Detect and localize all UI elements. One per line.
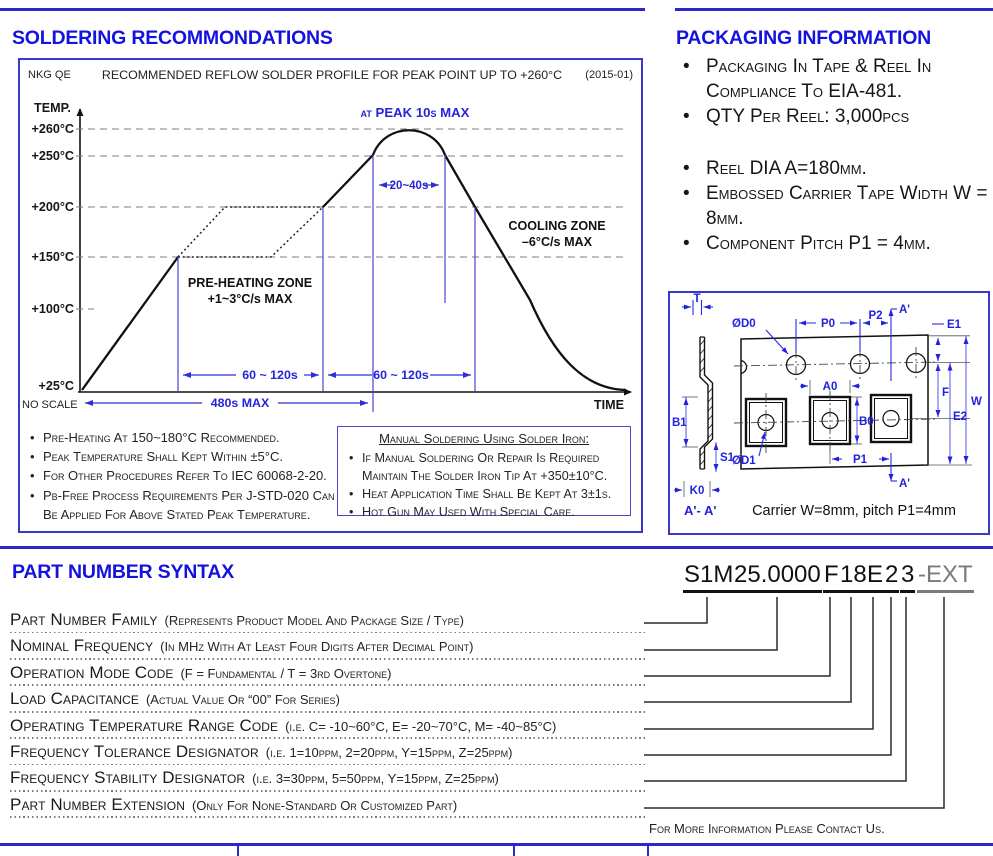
tick-150: +150°C bbox=[31, 250, 74, 264]
pn-segment-family: S1M bbox=[683, 561, 734, 593]
row-label: Operation Mode Code bbox=[10, 662, 174, 682]
top-rule-right bbox=[675, 8, 993, 11]
pn-segment-frequency: 25.0000 bbox=[733, 561, 822, 593]
pockets bbox=[746, 395, 911, 446]
row-detail: (i.e. 1=10ppm, 2=20ppm, Y=15ppm, Z=25ppm) bbox=[265, 744, 513, 760]
carrier-tape-drawing bbox=[670, 293, 988, 533]
pn-segment-load: 18 bbox=[839, 561, 868, 593]
dim-T: T bbox=[693, 293, 701, 305]
chart-title: RECOMMENDED REFLOW SOLDER PROFILE FOR PEAK POINT UP TO +260°C bbox=[101, 68, 563, 82]
axes bbox=[78, 109, 631, 392]
dim-E1: E1 bbox=[947, 319, 962, 331]
list-item: • Embossed Carrier Tape Width W = 8mm. bbox=[676, 181, 990, 231]
tick-25: +25°C bbox=[38, 379, 74, 393]
packaging-info bbox=[676, 54, 990, 256]
dim-A-top: A' bbox=[899, 304, 911, 316]
section-label: A'- A' bbox=[684, 503, 717, 518]
list-item: • Reel DIA A=180mm. bbox=[676, 156, 990, 181]
row-detail: (Represents Product Model And Package Size / Type) bbox=[164, 613, 464, 628]
dim-D0: ØD0 bbox=[732, 318, 756, 330]
peak-note: at PEAK 10s MAX bbox=[360, 105, 470, 120]
bottom-tick bbox=[237, 846, 239, 856]
pn-segment-temp: E bbox=[866, 561, 884, 593]
reflow-time-dim: 60 ~ 120s bbox=[373, 368, 429, 382]
carrier-dimension-labels bbox=[672, 293, 982, 519]
dim-A0: A0 bbox=[822, 381, 838, 393]
row-label: Load Capacitance bbox=[10, 689, 139, 709]
tick-200: +200°C bbox=[31, 200, 74, 214]
bottom-tick bbox=[513, 846, 515, 856]
table-row bbox=[10, 633, 644, 659]
reflow-profile-chart bbox=[20, 60, 641, 418]
pn-segment-extension: -EXT bbox=[917, 561, 974, 593]
preheat-time-dim: 60 ~ 120s bbox=[242, 368, 298, 382]
chart-doc-code: NKG QE bbox=[28, 69, 71, 81]
tick-260: +260°C bbox=[31, 122, 74, 136]
tick-250: +250°C bbox=[31, 149, 74, 163]
dim-P1: P1 bbox=[852, 454, 868, 466]
row-label: Part Number Extension bbox=[10, 794, 185, 814]
cooling-rate-label: –6°C/s MAX bbox=[521, 235, 593, 249]
list-item: • Component Pitch P1 = 4mm. bbox=[676, 231, 990, 256]
dim-P0: P0 bbox=[820, 318, 836, 330]
carrier-caption: Carrier W=8mm, pitch P1=4mm bbox=[752, 503, 956, 519]
contact-note: For More Information Please Contact Us. bbox=[649, 821, 885, 836]
carrier-tape-box bbox=[668, 291, 990, 535]
dim-W: W bbox=[971, 396, 982, 408]
pn-segment-tolerance: 2 bbox=[884, 561, 899, 593]
list-item: • QTY Per Reel: 3,000pcs bbox=[676, 104, 990, 129]
pn-segment-stability: 3 bbox=[900, 561, 915, 593]
table-row bbox=[10, 607, 644, 633]
chart-revision: (2015-01) bbox=[585, 69, 633, 81]
total-time-dim: 480s MAX bbox=[210, 396, 270, 410]
preheat-zone-label: PRE-HEATING ZONE bbox=[187, 276, 313, 290]
list-item: • Peak Temperature Shall Kept Within ±5°C. bbox=[26, 447, 338, 466]
bottom-tick bbox=[647, 846, 649, 856]
preheat-band bbox=[178, 207, 323, 257]
x-axis-label: TIME bbox=[593, 398, 624, 412]
row-label: Operating Temperature Range Code bbox=[10, 715, 279, 735]
row-label: Frequency Tolerance Designator bbox=[10, 741, 259, 761]
tick-100: +100°C bbox=[31, 302, 74, 316]
manual-soldering-box bbox=[337, 426, 631, 520]
table-row bbox=[10, 792, 644, 818]
list-item: • Pre-Heating At 150~180°C Recommended. bbox=[26, 428, 338, 447]
dim-D1: ØD1 bbox=[732, 455, 756, 467]
manual-soldering-title: Manual Soldering Using Solder Iron: bbox=[378, 431, 590, 446]
table-row bbox=[10, 713, 644, 739]
packaging-group-2 bbox=[676, 156, 990, 256]
list-item: • Packaging In Tape & Reel In Compliance To EIA-481. bbox=[676, 54, 990, 104]
tape-cross-section bbox=[700, 337, 713, 469]
dim-B1: B1 bbox=[672, 417, 687, 429]
table-row bbox=[10, 765, 644, 791]
table-row bbox=[10, 686, 644, 712]
tape-top-view bbox=[734, 335, 929, 469]
packaging-section-title: PACKAGING INFORMATION bbox=[676, 27, 932, 49]
peak-width-dim: 20~40s bbox=[389, 180, 429, 192]
preheat-rate-label: +1~3°C/s MAX bbox=[207, 292, 293, 306]
soldering-notes bbox=[26, 428, 338, 524]
packaging-group-1 bbox=[676, 54, 990, 129]
soldering-section-title: SOLDERING RECOMMONDATIONS bbox=[12, 27, 333, 49]
dim-A-bottom: A' bbox=[899, 478, 911, 490]
table-row bbox=[10, 739, 644, 765]
section-divider-rule bbox=[0, 546, 993, 549]
reflow-chart-box bbox=[18, 58, 643, 533]
list-item: • Heat Application Time Shall Be Kept At 3±1s. bbox=[345, 485, 623, 503]
row-detail: (F = Fundamental / T = 3rd Overtone) bbox=[180, 665, 392, 681]
temp-tick-labels bbox=[32, 122, 75, 393]
list-item: • For Other Procedures Refer To IEC 60068-2-20. bbox=[26, 466, 338, 485]
top-rule-left bbox=[0, 8, 645, 11]
cooling-zone-label: COOLING ZONE bbox=[508, 219, 606, 233]
row-detail: (i.e. 3=30ppm, 5=50ppm, Y=15ppm, Z=25ppm) bbox=[252, 771, 499, 787]
row-detail: (Only For None-Standard Or Customized Part) bbox=[191, 797, 458, 813]
row-detail: (In MHz With At Least Four Digits After Decimal Point) bbox=[160, 639, 474, 655]
table-row bbox=[10, 660, 644, 686]
profile-curve bbox=[82, 130, 626, 390]
row-label: Part Number Family bbox=[10, 610, 158, 629]
row-label: Nominal Frequency bbox=[10, 636, 154, 656]
y-axis-label: TEMP. bbox=[34, 101, 71, 115]
row-label: Frequency Stability Designator bbox=[10, 768, 246, 788]
part-number-section-title: PART NUMBER SYNTAX bbox=[12, 561, 235, 583]
dim-F: F bbox=[942, 387, 950, 399]
row-detail: (Actual Value Or “00” For Series) bbox=[145, 692, 340, 708]
dim-K0: K0 bbox=[689, 485, 705, 497]
list-item: • Hot Gun May Used With Special Care. bbox=[345, 503, 623, 521]
dim-P2: P2 bbox=[868, 310, 883, 322]
dim-S1: S1 bbox=[720, 452, 735, 464]
list-item: • If Manual Soldering Or Repair Is Required Maintain The Solder Iron Tip At +350±10°C. bbox=[345, 449, 623, 485]
dim-E2: E2 bbox=[953, 411, 968, 423]
part-number-syntax-rows bbox=[10, 607, 644, 818]
pn-segment-mode: F bbox=[823, 561, 840, 593]
dim-B0: B0 bbox=[859, 416, 874, 428]
list-item: • Pb-Free Process Requirements Per J-STD-020 Can Be Applied For Above Stated Peak Temperature. bbox=[26, 486, 338, 524]
no-scale-note: NO SCALE bbox=[22, 399, 78, 411]
bottom-rule bbox=[0, 843, 993, 846]
row-detail: (i.e. C= -10~60°C, E= -20~70°C, M= -40~85°C) bbox=[285, 718, 557, 734]
